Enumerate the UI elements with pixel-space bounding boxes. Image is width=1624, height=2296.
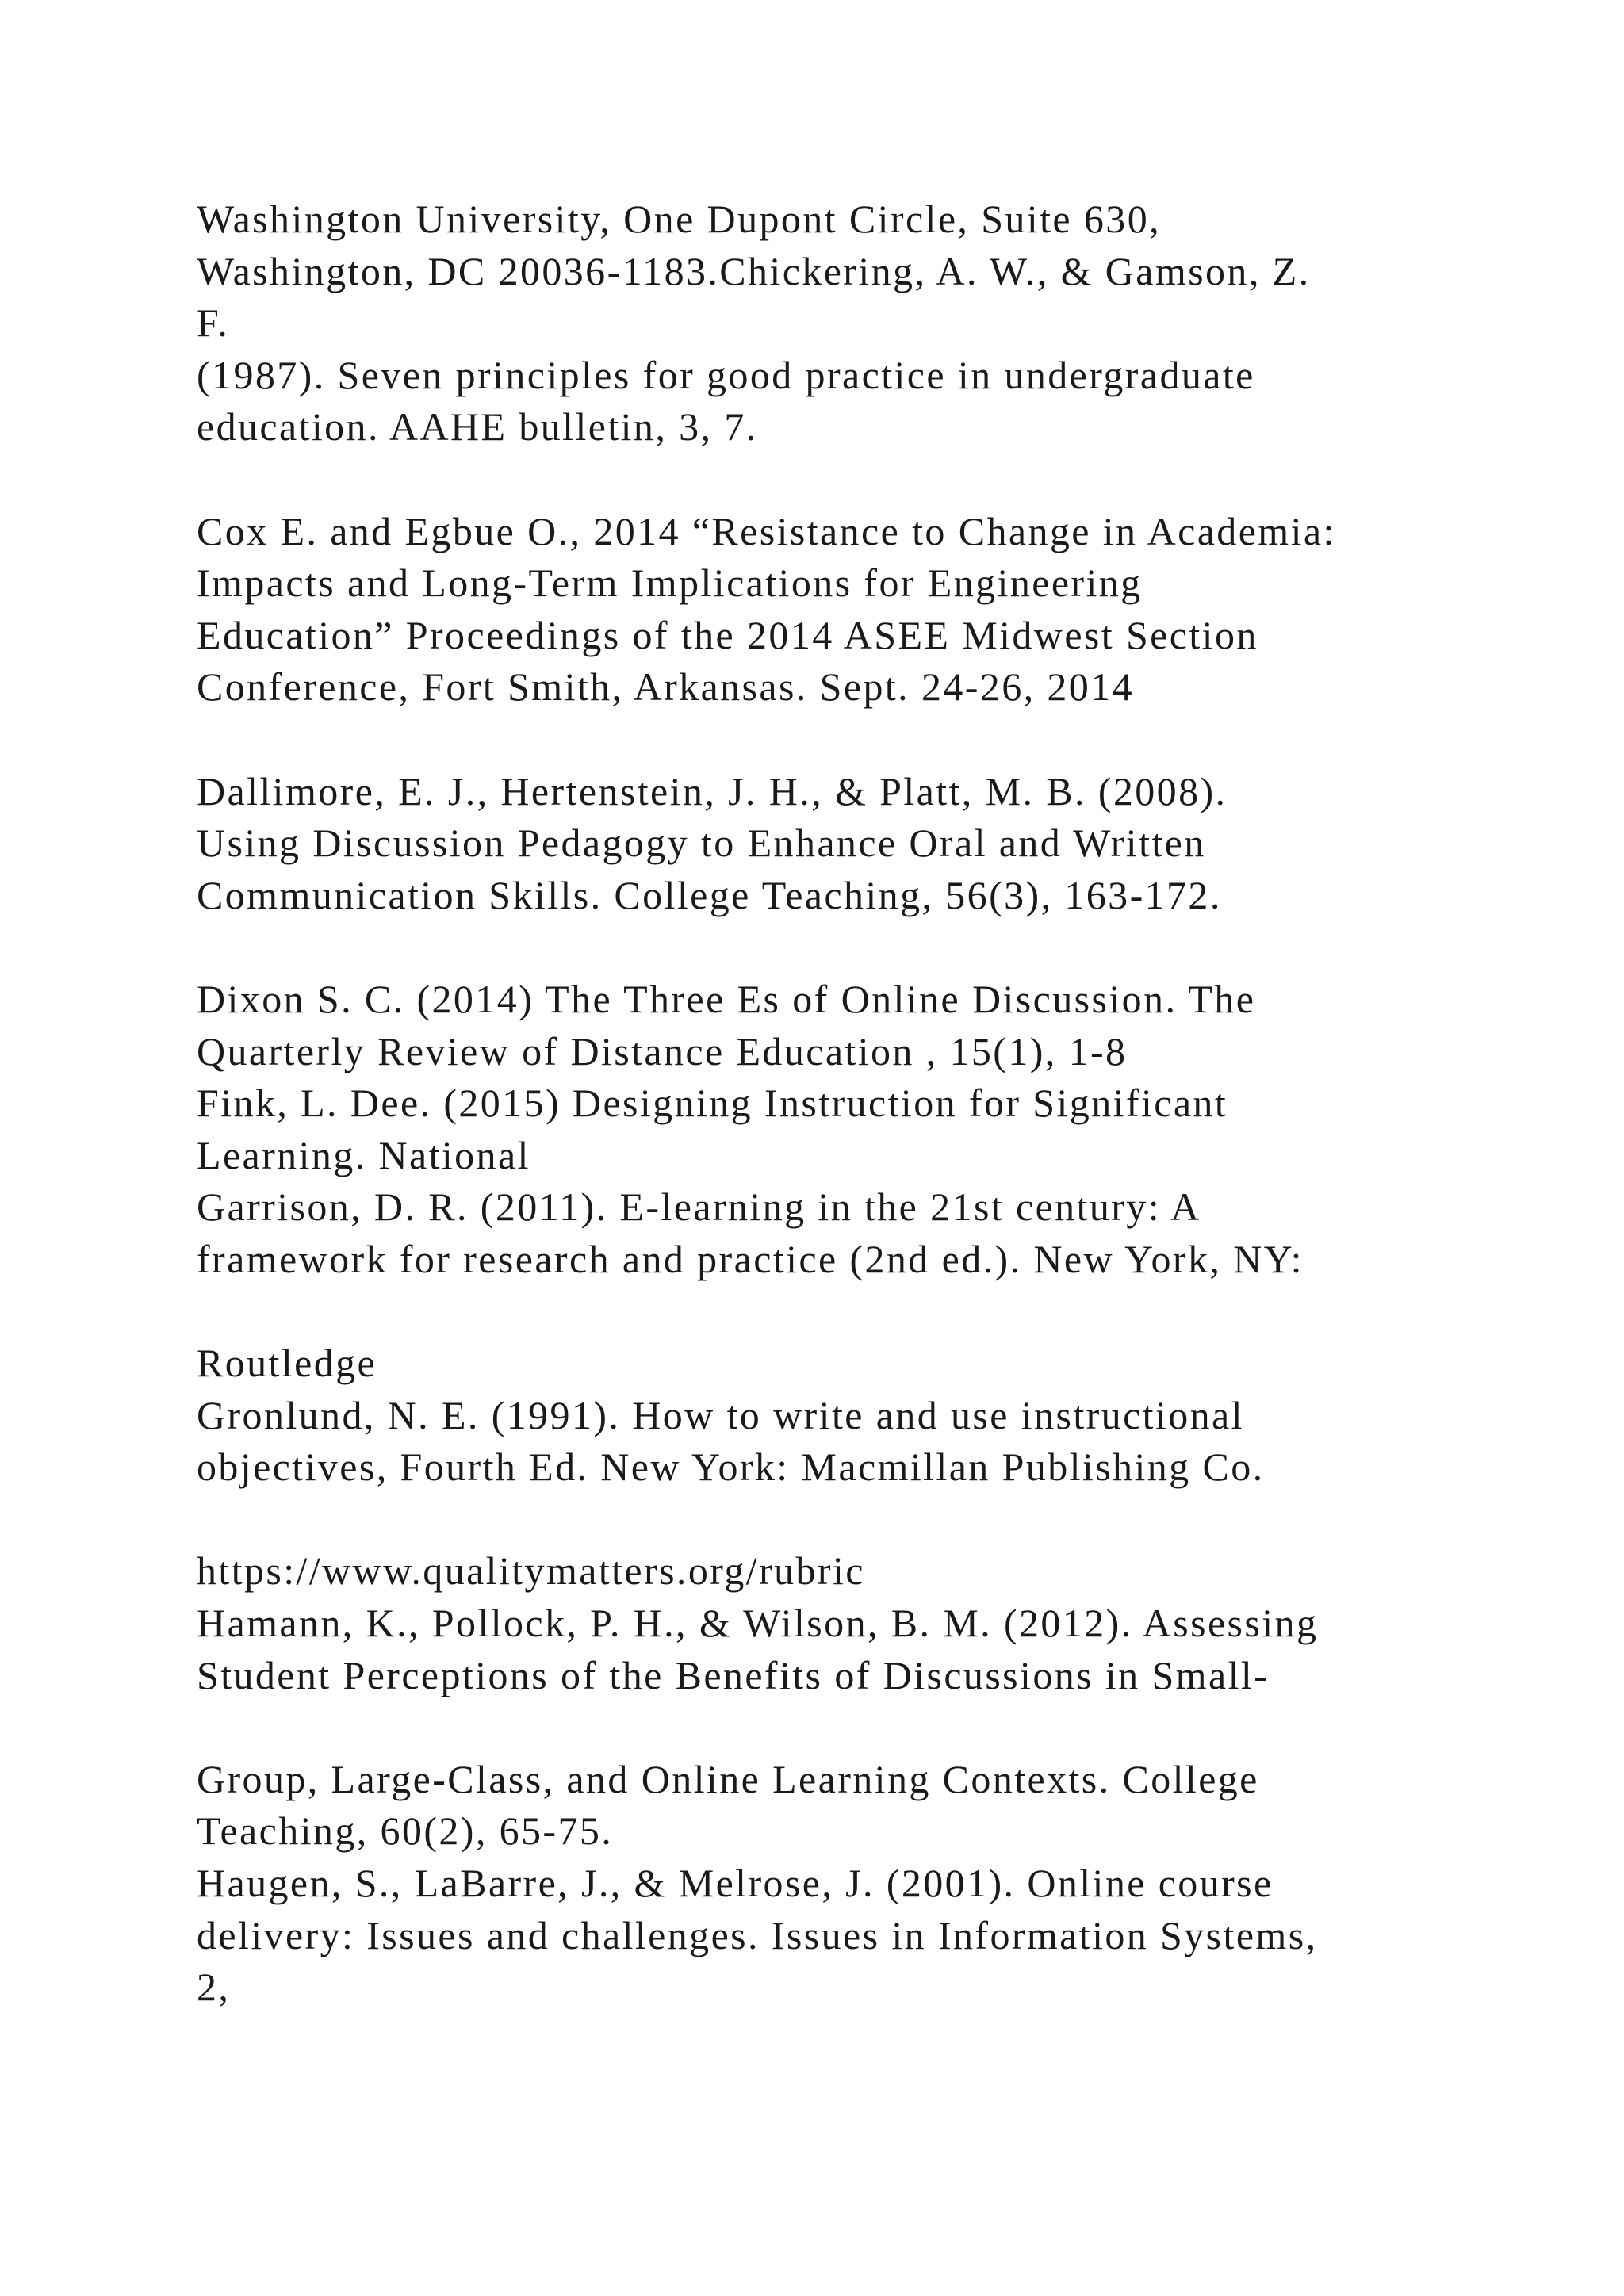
blank-line xyxy=(197,1701,1561,1754)
blank-line xyxy=(197,1285,1561,1337)
text-line: Student Perceptions of the Benefits of Discussions in Small- xyxy=(197,1652,1270,1697)
blank-line xyxy=(197,714,1561,766)
text-line: Gronlund, N. E. (1991). How to write and use instructional xyxy=(197,1392,1244,1437)
text-line: education. AAHE bulletin, 3, 7. xyxy=(197,404,758,450)
text-line: Hamann, K., Pollock, P. H., & Wilson, B. M. (2012). Assessing xyxy=(197,1601,1319,1646)
text-line: 2, xyxy=(197,1965,231,2010)
text-line: Communication Skills. College Teaching, 56(3), 163-172. xyxy=(197,872,1222,917)
text-line: Cox E. and Egbue O., 2014 “Resistance to Change in Academia: xyxy=(197,508,1336,553)
text-line: Conference, Fort Smith, Arkansas. Sept. 24-26, 2014 xyxy=(197,664,1134,710)
text-line: Routledge xyxy=(197,1341,377,1386)
text-line: Teaching, 60(2), 65-75. xyxy=(197,1808,614,1854)
text-line: Impacts and Long-Term Implications for Engineering xyxy=(197,561,1143,606)
text-line: objectives, Fourth Ed. New York: Macmillan Publishing Co. xyxy=(197,1445,1265,1490)
text-line: Fink, L. Dee. (2015) Designing Instruction for Significant xyxy=(197,1081,1228,1126)
text-line: Quarterly Review of Distance Education , 15(1), 1-8 xyxy=(197,1028,1128,1073)
text-line: framework for research and practice (2nd ed.). New York, NY: xyxy=(197,1236,1304,1281)
reference-list xyxy=(197,193,1561,2014)
text-line: Washington University, One Dupont Circle, Suite 630, xyxy=(197,197,1162,241)
text-line: Garrison, D. R. (2011). E-learning in the 21st century: A xyxy=(197,1184,1201,1230)
text-line: Haugen, S., LaBarre, J., & Melrose, J. (2001). Online course xyxy=(197,1861,1274,1905)
blank-line xyxy=(197,1494,1561,1546)
text-line: Washington, DC 20036-1183.Chickering, A. W., & Gamson, Z. xyxy=(197,248,1311,293)
text-line: (1987). Seven principles for good practice in undergraduate xyxy=(197,352,1255,397)
text-line: Dixon S. C. (2014) The Three Es of Online Discussion. The xyxy=(197,976,1256,1021)
blank-line xyxy=(197,921,1561,974)
text-line: Dallimore, E. J., Hertenstein, J. H., & Platt, M. B. (2008). xyxy=(197,768,1228,813)
blank-line xyxy=(197,453,1561,506)
text-line: Education” Proceedings of the 2014 ASEE Midwest Section xyxy=(197,612,1258,657)
text-line: delivery: Issues and challenges. Issues in Information Systems, xyxy=(197,1912,1318,1957)
text-line: Group, Large-Class, and Online Learning Contexts. College xyxy=(197,1756,1259,1801)
text-line: F. xyxy=(197,300,230,346)
reference-url: https://www.qualitymatters.org/rubric xyxy=(197,1548,865,1594)
text-line: Using Discussion Pedagogy to Enhance Oral and Written xyxy=(197,821,1206,866)
text-line: Learning. National xyxy=(197,1132,530,1177)
